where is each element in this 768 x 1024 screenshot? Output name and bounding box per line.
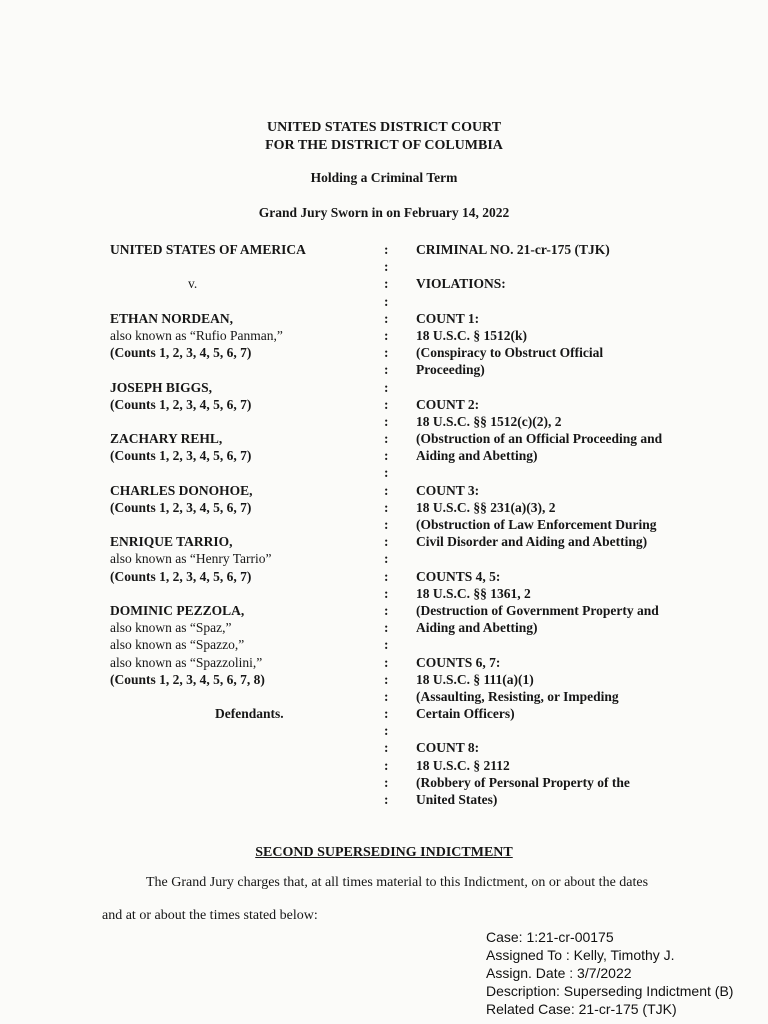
count-statute: 18 U.S.C. § 111(a)(1) — [416, 671, 534, 687]
defendant-counts: (Counts 1, 2, 3, 4, 5, 6, 7, 8) — [110, 671, 265, 687]
caption-colon: : — [384, 602, 389, 618]
defendant-alias: also known as “Spazzo,” — [110, 637, 245, 653]
court-district: FOR THE DISTRICT OF COLUMBIA — [265, 138, 503, 153]
caption-colon: : — [384, 327, 389, 343]
caption-colon: : — [384, 431, 389, 447]
count-description: Aiding and Abetting) — [416, 620, 538, 636]
caption-colon: : — [384, 585, 389, 601]
criminal-term: Holding a Criminal Term — [310, 170, 458, 185]
caption-colon: : — [384, 259, 389, 275]
caption-colon: : — [384, 534, 389, 550]
count-description: Aiding and Abetting) — [416, 448, 538, 464]
caption-colon: : — [384, 448, 389, 464]
stamp-assigned-to: Assigned To : Kelly, Timothy J. — [486, 947, 675, 963]
caption-colon: : — [384, 310, 389, 326]
count-description: Proceeding) — [416, 362, 485, 378]
caption-colon: : — [384, 242, 389, 257]
case-assignment-stamp — [486, 928, 761, 1018]
defendant-counts: (Counts 1, 2, 3, 4, 5, 6, 7) — [110, 448, 252, 464]
defendant-alias: also known as “Rufio Panman,” — [110, 327, 283, 343]
caption-colon: : — [384, 723, 389, 739]
caption-colon: : — [384, 413, 389, 429]
caption-colon: : — [384, 706, 389, 722]
caption-parties — [110, 241, 380, 722]
defendant-alias: also known as “Henry Tarrio” — [110, 551, 272, 567]
count-statute: 18 U.S.C. § 1512(k) — [416, 327, 528, 343]
caption-colon: : — [384, 396, 389, 412]
caption-colon: : — [384, 637, 389, 653]
caption-colon: : — [384, 517, 389, 532]
grand-jury-sworn: Grand Jury Sworn in on February 14, 2022 — [258, 205, 510, 220]
caption-colon: : — [384, 482, 389, 498]
caption-colon: : — [384, 740, 389, 756]
count-description: Civil Disorder and Aiding and Abetting) — [416, 534, 648, 550]
count-description: (Obstruction of Law Enforcement During — [416, 517, 657, 532]
count-description: (Destruction of Government Property and — [416, 602, 659, 618]
count-description: (Robbery of Personal Property of the — [416, 774, 630, 790]
count-label: COUNT 1: — [416, 310, 480, 326]
caption-colon: : — [384, 757, 389, 773]
caption-colon: : — [384, 688, 389, 704]
count-statute: 18 U.S.C. § 2112 — [416, 757, 510, 773]
caption-colon: : — [384, 654, 389, 670]
violations-label: VIOLATIONS: — [416, 276, 506, 292]
defendant-name: ZACHARY REHL, — [110, 431, 223, 447]
count-description: (Conspiracy to Obstruct Official — [416, 345, 604, 361]
stamp-assign-date: Assign. Date : 3/7/2022 — [486, 965, 632, 981]
caption-colon: : — [384, 774, 389, 790]
defendant-name: ETHAN NORDEAN, — [110, 310, 234, 326]
document-title: SECOND SUPERSEDING INDICTMENT — [255, 845, 513, 860]
defendant-counts: (Counts 1, 2, 3, 4, 5, 6, 7) — [110, 568, 252, 584]
stamp-case-number: Case: 1:21-cr-00175 — [486, 929, 614, 945]
versus: v. — [188, 276, 198, 292]
caption-colon: : — [384, 568, 389, 584]
caption-colon-column — [384, 241, 394, 808]
caption-colon: : — [384, 671, 389, 687]
caption-colon: : — [384, 345, 389, 361]
defendant-name: JOSEPH BIGGS, — [110, 379, 213, 395]
defendant-name: DOMINIC PEZZOLA, — [110, 602, 245, 618]
defendant-alias: also known as “Spazzolini,” — [110, 654, 263, 670]
caption-colon: : — [384, 276, 389, 292]
count-label: COUNTS 4, 5: — [416, 568, 501, 584]
caption-colon: : — [384, 551, 389, 567]
count-statute: 18 U.S.C. §§ 231(a)(3), 2 — [416, 499, 556, 515]
court-name: UNITED STATES DISTRICT COURT — [266, 120, 502, 135]
count-description: United States) — [416, 792, 498, 807]
count-description: (Obstruction of an Official Proceeding and — [416, 431, 663, 447]
defendants-label: Defendants. — [215, 706, 284, 722]
count-description: Certain Officers) — [416, 706, 515, 722]
caption-colon: : — [384, 792, 389, 807]
count-description: (Assaulting, Resisting, or Impeding — [416, 688, 619, 704]
count-label: COUNT 3: — [416, 482, 480, 498]
stamp-related-case: Related Case: 21-cr-175 (TJK) — [486, 1001, 677, 1017]
charge-paragraph-line1: The Grand Jury charges that, at all times material to this Indictment, on or about the dates — [146, 875, 649, 890]
defendant-counts: (Counts 1, 2, 3, 4, 5, 6, 7) — [110, 345, 252, 361]
caption-colon: : — [384, 499, 389, 515]
stamp-description: Description: Superseding Indictment (B) — [486, 983, 734, 999]
criminal-number: CRIMINAL NO. 21-cr-175 (TJK) — [416, 242, 610, 257]
plaintiff: UNITED STATES OF AMERICA — [110, 242, 306, 257]
count-statute: 18 U.S.C. §§ 1512(c)(2), 2 — [416, 413, 562, 429]
defendant-counts: (Counts 1, 2, 3, 4, 5, 6, 7) — [110, 396, 252, 412]
court-heading — [0, 119, 768, 155]
defendant-counts: (Counts 1, 2, 3, 4, 5, 6, 7) — [110, 499, 252, 515]
caption-colon: : — [384, 293, 389, 309]
defendant-alias: also known as “Spaz,” — [110, 620, 232, 636]
count-label: COUNT 2: — [416, 396, 480, 412]
count-label: COUNT 8: — [416, 740, 480, 756]
charge-paragraph-line2: and at or about the times stated below: — [102, 908, 318, 923]
caption-colon: : — [384, 465, 389, 481]
count-label: COUNTS 6, 7: — [416, 654, 501, 670]
caption-colon: : — [384, 379, 389, 395]
defendant-name: CHARLES DONOHOE, — [110, 482, 253, 498]
count-statute: 18 U.S.C. §§ 1361, 2 — [416, 585, 531, 601]
caption-colon: : — [384, 620, 389, 636]
case-violations — [416, 241, 736, 808]
caption-colon: : — [384, 362, 389, 378]
defendant-name: ENRIQUE TARRIO, — [110, 534, 233, 550]
